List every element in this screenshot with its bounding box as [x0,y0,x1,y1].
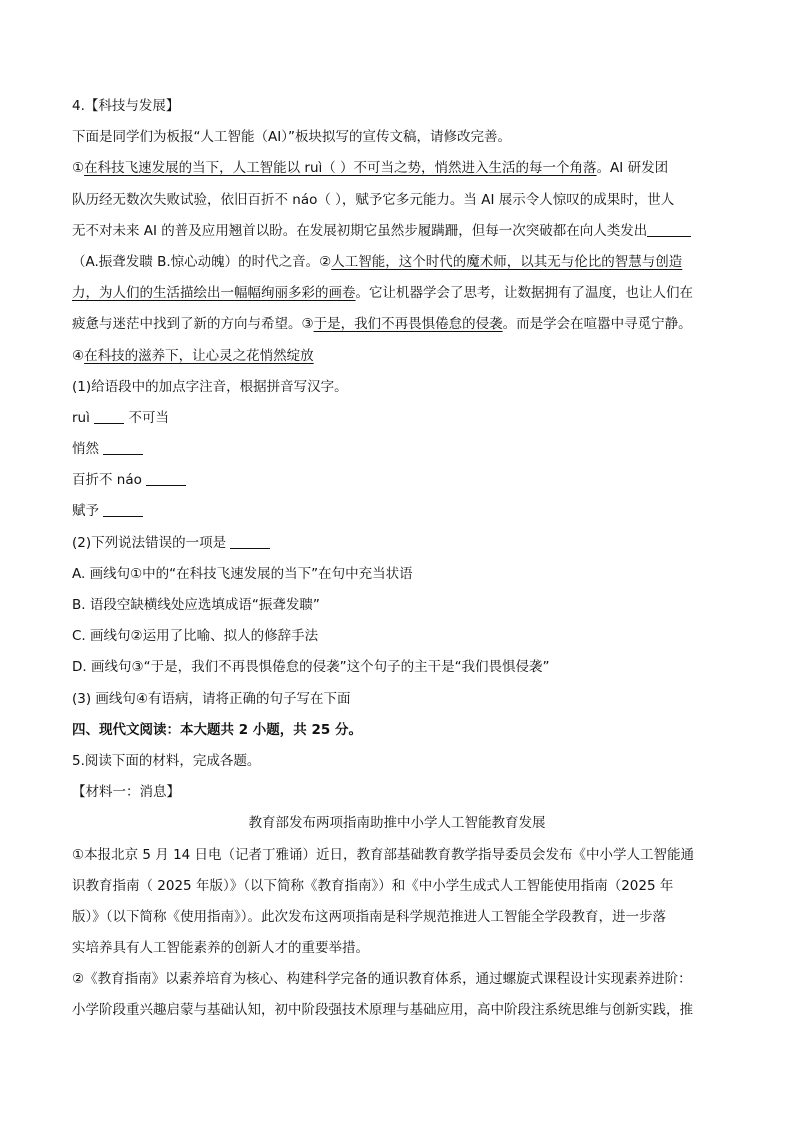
document-page [72,96,722,1032]
passage-text: 。AI 研发团 [596,160,669,177]
total-score: 25 [311,721,331,738]
answer-blank[interactable] [103,502,143,517]
answer-label: 百折不 náo [72,472,142,489]
material-1-label: 【材料一：消息】 [72,784,180,801]
underlined-sentence-3: 于是，我们不再畏惧倦怠的侵袭 [313,316,503,333]
passage-line-7 [72,346,722,366]
question-count: 2 [238,721,249,738]
passage-text: 无不对未来 AI 的普及应用翘首以盼。在发展初期它虽然步履蹒跚，但每一次突破都在向人类发出 [72,222,648,239]
news-paragraph-2-line-1: ②《教育指南》以素养培育为核心、构建科学完备的通识教育体系，通过螺旋式课程设计实现素养进阶： [72,971,692,988]
passage-text: （A.振聋发聩 B.惊心动魄）的时代之音。② [72,253,332,270]
underlined-sentence-2: 人工智能，这个时代的魔术师，以其无与伦比的智慧与创造 [331,253,683,270]
question-5-intro: 5.阅读下面的材料，完成各题。 [72,752,261,769]
news-title: 教育部发布两项指南助推中小学人工智能教育发展 [248,815,546,832]
option-c: C. 画线句②运用了比喻、拟人的修辞手法 [72,628,319,645]
passage-line-4 [72,252,722,272]
passage-text: 。它让机器学会了思考，让数据拥有了温度，也让人们在 [355,285,693,302]
answer-blank[interactable] [103,440,143,455]
answer-row-1 [72,408,722,428]
passage-line-2: 队历经无数次失败试验，依旧百折不 náo（ ），赋予它多元能力。当 AI 展示令人惊叹的成果时，世人 [72,191,675,208]
answer-label: 赋予 [72,503,99,520]
option-a: A. 画线句①中的“在科技飞速发展的当下”在句中充当状语 [72,565,413,582]
answer-row-3 [72,470,722,490]
idiom-blank[interactable] [647,222,691,237]
underlined-sentence-1: 在科技飞速发展的当下，人工智能以 ruì（ ）不可当之势，悄然进入生活的每一个角落 [84,160,597,177]
section-heading-text: 四、现代文阅读：本大题共 [72,721,239,738]
answer-row-2 [72,439,722,459]
news-paragraph-1-line-4: 实培养具有人工智能素养的创新人才的重要举措。 [72,940,369,957]
answer-blank[interactable] [146,471,186,486]
passage-text: 疲惫与迷茫中找到了新的方向与希望。③ [72,316,314,333]
news-paragraph-1-line-1: ①本报北京 5 月 14 日电（记者丁雅诵）近日，教育部基础教育教学指导委员会发布《中小学人工智能通 [72,846,695,863]
answer-label: 悄然 [72,441,99,458]
underlined-sentence-4: 在科技的滋养下，让心灵之花悄然绽放 [84,347,314,364]
option-d: D. 画线句③“于是，我们不再畏惧倦怠的侵袭”这个句子的主干是“我们畏惧侵袭” [72,659,550,676]
underlined-sentence-2-cont: 力，为人们的生活描绘出一幅幅绚丽多彩的画卷 [72,285,356,302]
passage-line-5 [72,283,722,303]
passage-line-1 [72,158,722,178]
news-paragraph-1-line-2: 识教育指南（ 2025 年版）》（以下简称《教育指南》）和《中小学生成式人工智能使用指南（2025 年 [72,877,674,894]
sub-question-1: (1)给语段中的加点字注音，根据拼音写汉字。 [72,378,348,395]
question-text: (2)下列说法错误的一项是 [72,534,227,551]
sub-question-2 [72,533,722,553]
news-paragraph-2-line-2: 小学阶段重兴趣启蒙与基础认知，初中阶段强技术原理与基础应用，高中阶段注系统思维与创新实践，推 [72,1002,693,1019]
option-b: B. 语段空缺横线处应选填成语“振聋发聩” [72,597,320,613]
sub-question-3: (3) 画线句④有语病，请将正确的句子写在下面 [72,690,351,707]
question-4-heading: 4.【科技与发展】 [72,98,180,114]
section-4-heading [72,720,722,740]
section-heading-text: 分。 [330,721,363,738]
passage-text: 。而是学会在喧嚣中寻觅宁静。 [502,316,692,333]
answer-label: ruì [72,409,90,426]
news-paragraph-1-line-3: 版）》（以下简称《使用指南》）。此次发布这两项指南是科学规范推进人工智能全学段教育，进一步落 [72,908,666,925]
answer-label: 不可当 [124,409,169,426]
question-4-intro: 下面是同学们为板报“人工智能（AI）”板块拟写的宣传文稿，请修改完善。 [72,129,511,146]
answer-blank[interactable] [94,409,124,424]
marker-1: ① [72,160,85,177]
passage-line-3 [72,221,722,241]
answer-row-4 [72,501,722,521]
passage-line-6 [72,314,722,334]
marker-4: ④ [72,347,85,364]
answer-blank[interactable] [230,534,270,549]
section-heading-text: 小题，共 [248,721,312,738]
